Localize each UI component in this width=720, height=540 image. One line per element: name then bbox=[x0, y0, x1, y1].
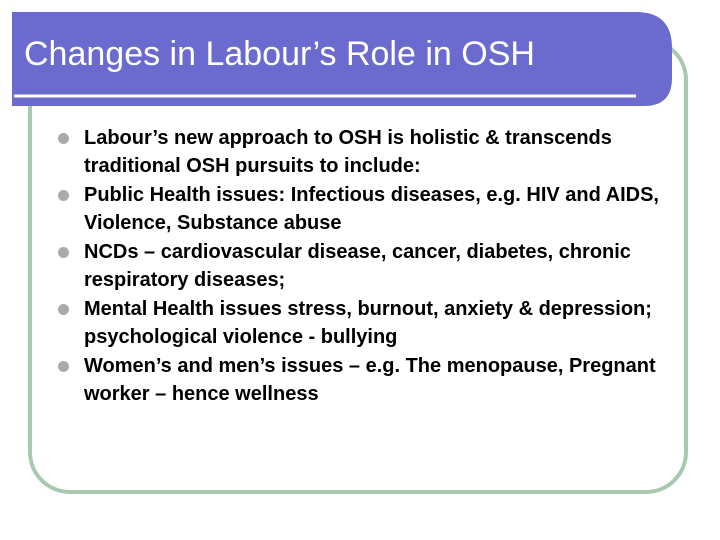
bullet-dot-icon bbox=[58, 190, 69, 201]
bullet-dot-icon bbox=[58, 361, 69, 372]
bullet-list bbox=[58, 124, 678, 409]
bullet-text: Labour’s new approach to OSH is holistic & transcends traditional OSH pursuits to include: bbox=[84, 127, 612, 177]
bullet-dot-icon bbox=[58, 247, 69, 258]
bullet-text: Public Health issues: Infectious diseases, e.g. HIV and AIDS, Violence, Substance abuse bbox=[84, 184, 659, 234]
bullet-item bbox=[58, 181, 678, 237]
bullet-text: NCDs – cardiovascular disease, cancer, diabetes, chronic respiratory diseases; bbox=[84, 241, 631, 291]
bullet-text: Women’s and men’s issues – e.g. The menopause, Pregnant worker – hence wellness bbox=[84, 355, 656, 405]
bullet-dot-icon bbox=[58, 304, 69, 315]
bullet-text: Mental Health issues stress, burnout, anxiety & depression; psychological violence - bullying bbox=[84, 298, 652, 348]
bullet-dot-icon bbox=[58, 133, 69, 144]
bullet-item bbox=[58, 238, 678, 294]
slide-title: Changes in Labour’s Role in OSH bbox=[24, 35, 535, 73]
bullet-item bbox=[58, 295, 678, 351]
bullet-item bbox=[58, 124, 678, 180]
bullet-item bbox=[58, 352, 678, 408]
